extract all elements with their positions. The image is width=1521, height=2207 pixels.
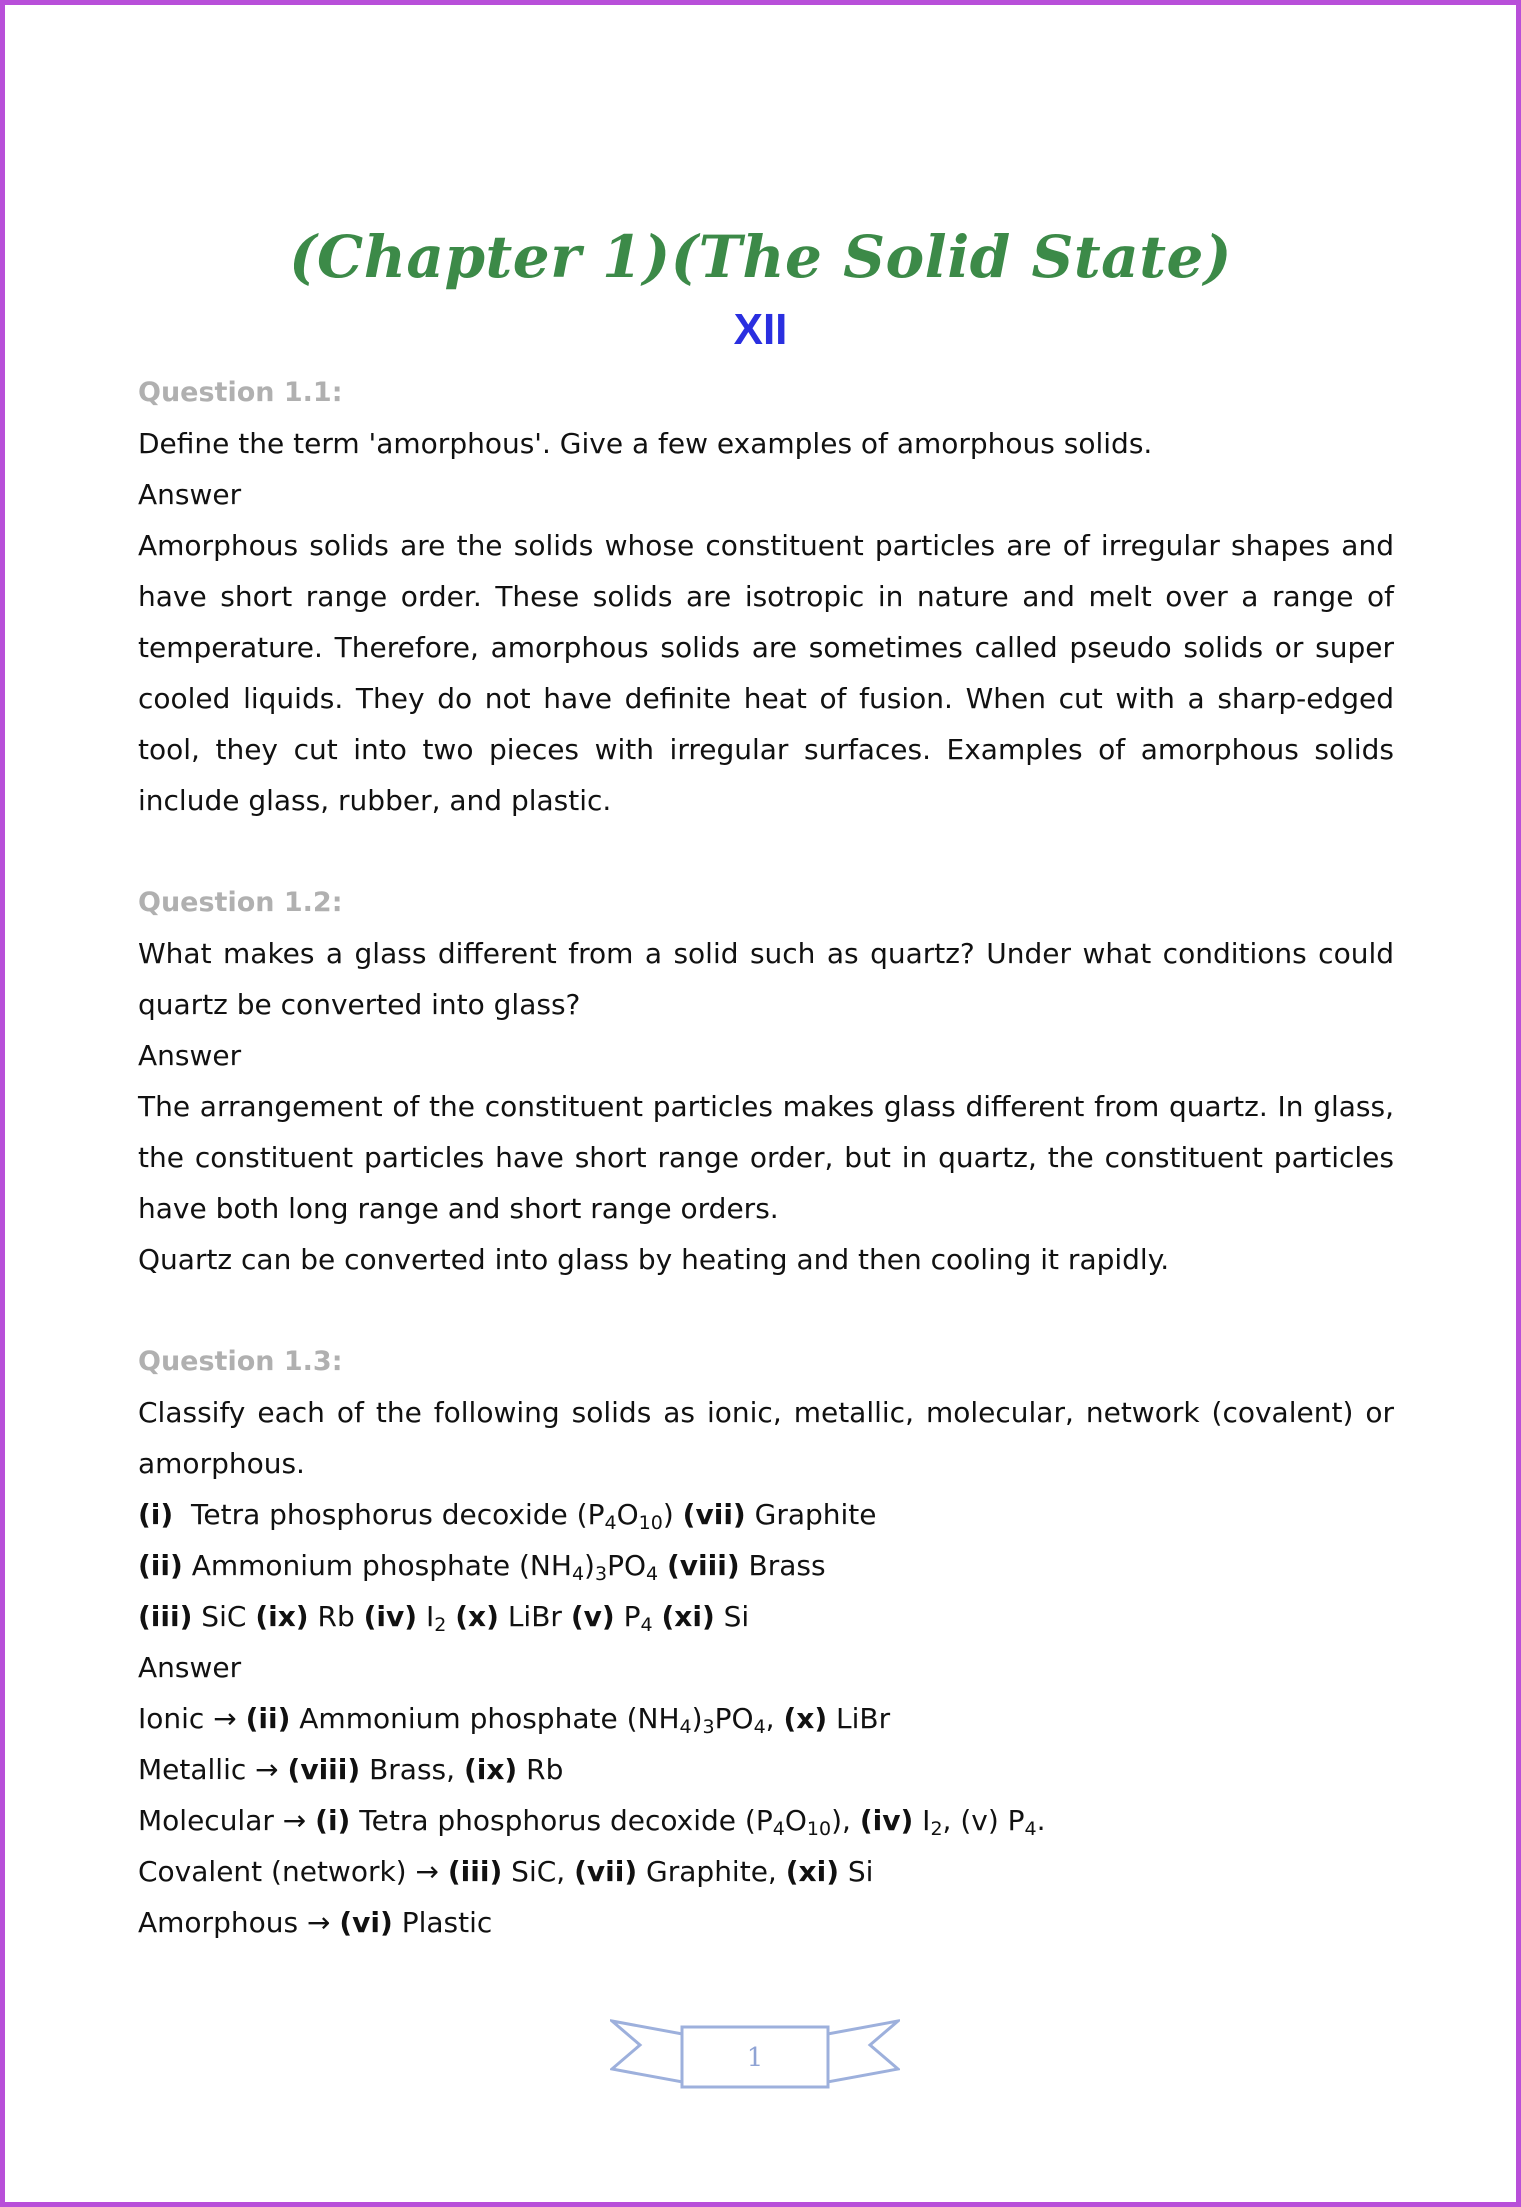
answer-1-2-text: The arrangement of the constituent particles makes glass different from quartz. In glass, the constituent particles have short range order, but in quartz, the constituent particles have both long range and short range orders. (138, 1090, 1394, 1225)
answer-1-1-label: Answer (138, 478, 242, 511)
question-1-3-text: Classify each of the following solids as ionic, metallic, molecular, network (covalent) or amorphous. (138, 1396, 1394, 1480)
answer-metallic: Metallic → (viii) Brass, (ix) Rb (138, 1753, 564, 1786)
answer-1-2-label: Answer (138, 1039, 242, 1072)
answer-ionic: Ionic → (ii) Ammonium phosphate $(NH_4)_3PO_4$, (x) LiBr (138, 1702, 891, 1738)
question-1-2-text: What makes a glass different from a solid such as quartz? Under what conditions could quartz be converted into glass? (138, 937, 1394, 1021)
page-footer (610, 2013, 900, 2099)
grade-label: XII (733, 305, 788, 354)
answer-1-1-text: Amorphous solids are the solids whose constituent particles are of irregular shapes and have short range order. These solids are isotropic in nature and melt over a range of temperature. Therefore, amorphous solids are sometimes called pseudo solids or super cooled liquids. They do not have definite heat of fusion. When cut with a sharp-edged tool, they cut into two pieces with irregular surfaces. Examples of amorphous solids include glass, rubber, and plastic. (138, 529, 1394, 817)
item-line-2: (ii) Ammonium phosphate $(NH_4)_3PO_4$ (viii) Brass (138, 1549, 826, 1585)
answer-1-3-label: Answer (138, 1651, 242, 1684)
item-line-1: (i) Tetra phosphorus decoxide $(P_4O_{10})$ (vii) Graphite (138, 1498, 877, 1534)
question-1-2-label: Question 1.2: (138, 887, 343, 918)
page-number: 1 (746, 2043, 764, 2073)
question-1-1-label: Question 1.1: (138, 377, 343, 408)
question-1-3-label: Question 1.3: (138, 1346, 343, 1377)
answer-molecular: Molecular → (i) Tetra phosphorus decoxide $(P_4O_{10})$, (iv) $I_2$, (v) $P_4$. (138, 1804, 1046, 1840)
answer-1-2-text-2: Quartz can be converted into glass by heating and then cooling it rapidly. (138, 1243, 1170, 1276)
item-line-3: (iii) SiC (ix) Rb (iv) $I_2$ (x) LiBr (v) $P_4$ (xi) Si (138, 1600, 750, 1636)
content-body (138, 367, 1394, 1948)
question-1-1-text: Define the term 'amorphous'. Give a few examples of amorphous solids. (138, 427, 1153, 460)
answer-amorphous: Amorphous → (vi) Plastic (138, 1906, 493, 1939)
chapter-title: (Chapter 1)(The Solid State) (289, 223, 1232, 291)
answer-covalent: Covalent (network) → (iii) SiC, (vii) Graphite, (xi) Si (138, 1855, 874, 1888)
